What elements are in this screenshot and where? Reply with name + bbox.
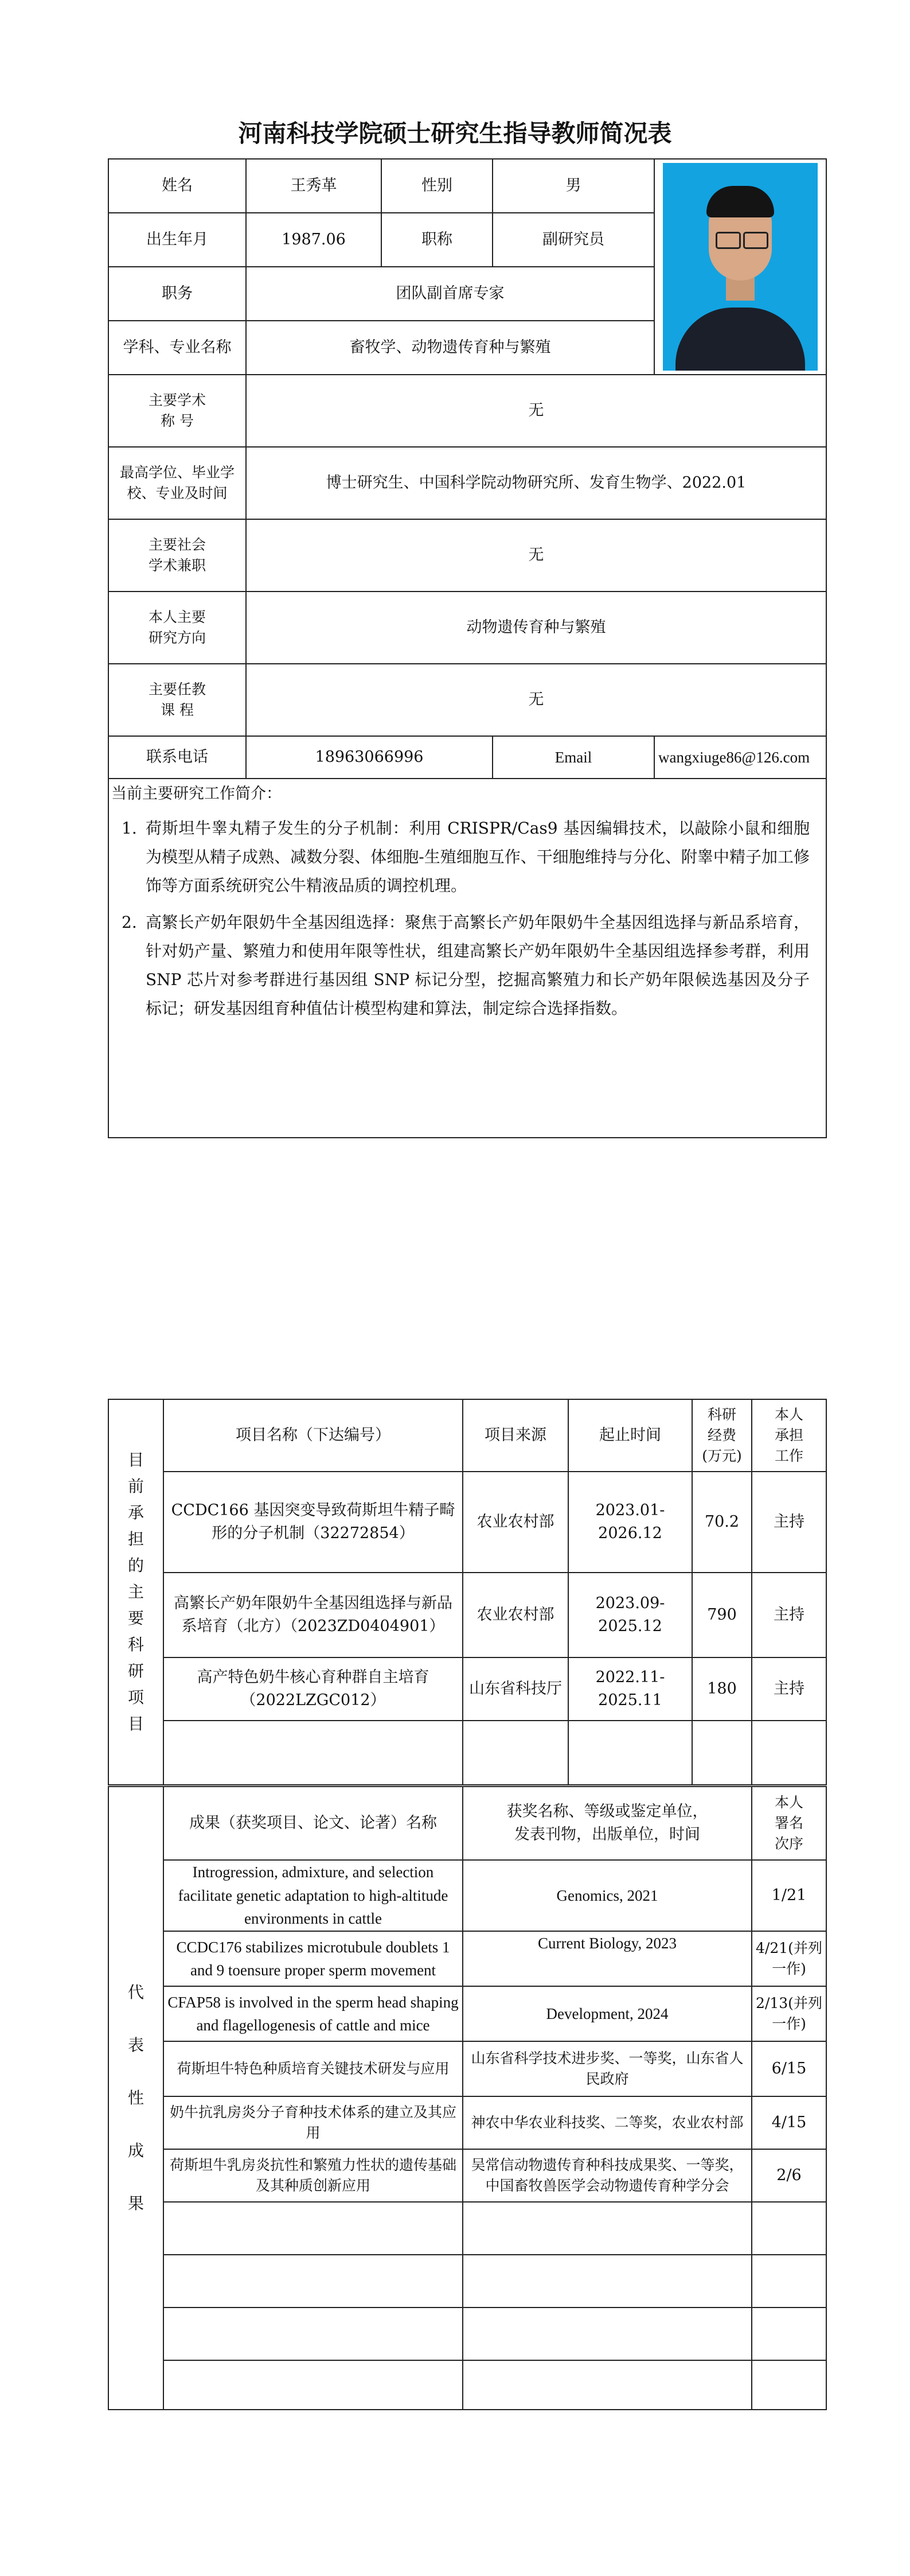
table-row bbox=[108, 1986, 826, 2041]
project-role: 主持 bbox=[752, 1657, 826, 1721]
table-row bbox=[108, 2041, 826, 2096]
achievements-header-name: 成果（获奖项目、论文、论著）名称 bbox=[163, 1787, 463, 1860]
table-row bbox=[108, 1657, 826, 1721]
social-label: 主要社会 学术兼职 bbox=[108, 519, 246, 592]
table-row-empty bbox=[108, 1721, 826, 1785]
table-row bbox=[108, 1573, 826, 1657]
achievement-name: 荷斯坦牛特色种质培育关键技术研发与应用 bbox=[163, 2041, 463, 2096]
projects-side-label: 目 前 承 担 的 主 要 科 研 项 目 bbox=[108, 1399, 163, 1785]
research-summary bbox=[108, 779, 826, 1138]
birth-value: 1987.06 bbox=[246, 213, 381, 267]
research-item: 2. 高繁长产奶年限奶牛全基因组选择：聚焦于高繁长产奶年限奶牛全基因组选择与新品系培育，针对奶产量、繁殖力和使用年限等性状，组建高繁长产奶年限奶牛全基因组选择参考群，利用 SNP 芯片对参考群进行基因组 SNP 标记分型，挖掘高繁殖力和长产奶年限候选基因及分子标记；研发基因组育种值估计模型构建和算法，制定综合选择指数。 bbox=[122, 912, 810, 1018]
achievement-rank: 6/15 bbox=[752, 2041, 826, 2096]
projects-header-funds: 科研 经费 (万元) bbox=[692, 1399, 752, 1472]
achievement-rank: 2/13(并列一作) bbox=[752, 1986, 826, 2041]
courses-label: 主要任教 课 程 bbox=[108, 664, 246, 736]
phone-label: 联系电话 bbox=[108, 736, 246, 779]
gender-label: 性别 bbox=[381, 159, 493, 213]
achievements-header-venue: 获奖名称、等级或鉴定单位， 发表刊物，出版单位，时间 bbox=[463, 1787, 752, 1860]
achievement-venue: Development, 2024 bbox=[463, 1986, 752, 2041]
name-label: 姓名 bbox=[108, 159, 246, 213]
degree-value: 博士研究生、中国科学院动物研究所、发育生物学、2022.01 bbox=[246, 447, 826, 519]
email-value: wangxiuge86@126.com bbox=[654, 736, 826, 779]
project-funds: 180 bbox=[692, 1657, 752, 1721]
projects-header-name: 项目名称（下达编号） bbox=[163, 1399, 463, 1472]
project-role: 主持 bbox=[752, 1472, 826, 1573]
achievement-venue: 吴常信动物遗传育种科技成果奖、一等奖，中国畜牧兽医学会动物遗传育种学分会 bbox=[463, 2149, 752, 2202]
social-value: 无 bbox=[246, 519, 826, 592]
achievement-venue: Current Biology, 2023 bbox=[463, 1931, 752, 1986]
direction-value: 动物遗传育种与繁殖 bbox=[246, 592, 826, 664]
projects-header-period: 起止时间 bbox=[568, 1399, 692, 1472]
table-row bbox=[108, 2096, 826, 2149]
table-row-empty bbox=[108, 2202, 826, 2255]
achievement-name: 荷斯坦牛乳房炎抗性和繁殖力性状的遗传基础及其种质创新应用 bbox=[163, 2149, 463, 2202]
table-row bbox=[108, 1472, 826, 1573]
project-funds: 790 bbox=[692, 1573, 752, 1657]
birth-label: 出生年月 bbox=[108, 213, 246, 267]
phone-value: 18963066996 bbox=[246, 736, 493, 779]
table-row-empty bbox=[108, 2255, 826, 2307]
position-value: 团队副首席专家 bbox=[246, 267, 654, 321]
email-label: Email bbox=[493, 736, 654, 779]
portrait-photo bbox=[663, 163, 818, 371]
project-name: CCDC166 基因突变导致荷斯坦牛精子畸形的分子机制（32272854） bbox=[163, 1472, 463, 1573]
research-heading: 当前主要研究工作简介： bbox=[111, 785, 282, 803]
achievements-table bbox=[108, 1786, 827, 2410]
project-period: 2023.01-2026.12 bbox=[568, 1472, 692, 1573]
title-value: 副研究员 bbox=[493, 213, 654, 267]
project-name: 高繁长产奶年限奶牛全基因组选择与新品系培育（北方）（2023ZD0404901） bbox=[163, 1573, 463, 1657]
achievements-header-rank: 本人 署名 次序 bbox=[752, 1787, 826, 1860]
projects-table bbox=[108, 1399, 827, 1785]
direction-label: 本人主要 研究方向 bbox=[108, 592, 246, 664]
profile-table bbox=[108, 158, 827, 1138]
photo-cell bbox=[654, 159, 826, 375]
project-role: 主持 bbox=[752, 1573, 826, 1657]
academic-title-value: 无 bbox=[246, 375, 826, 447]
achievements-side-label: 代 表 性 成 果 bbox=[108, 1787, 163, 2410]
project-source: 农业农村部 bbox=[463, 1573, 568, 1657]
table-row bbox=[108, 1931, 826, 1986]
academic-title-label: 主要学术 称 号 bbox=[108, 375, 246, 447]
discipline-value: 畜牧学、动物遗传育种与繁殖 bbox=[246, 321, 654, 375]
table-row-empty bbox=[108, 2307, 826, 2360]
page-title: 河南科技学院硕士研究生指导教师简况表 bbox=[238, 119, 672, 147]
project-source: 农业农村部 bbox=[463, 1472, 568, 1573]
research-item: 1. 荷斯坦牛睾丸精子发生的分子机制：利用 CRISPR/Cas9 基因编辑技术，以敲除小鼠和细胞为模型从精子成熟、减数分裂、体细胞-生殖细胞互作、干细胞维持与分化、附睾中精子加工修饰等方面系统研究公牛精液品质的调控机理。 bbox=[122, 818, 810, 895]
achievement-rank: 1/21 bbox=[752, 1860, 826, 1931]
courses-value: 无 bbox=[246, 664, 826, 736]
achievement-name: 奶牛抗乳房炎分子育种技术体系的建立及其应用 bbox=[163, 2096, 463, 2149]
table-row bbox=[108, 1860, 826, 1931]
achievement-name: CFAP58 is involved in the sperm head shaping and flagellogenesis of cattle and mice bbox=[163, 1986, 463, 2041]
achievement-rank: 2/6 bbox=[752, 2149, 826, 2202]
project-period: 2023.09-2025.12 bbox=[568, 1573, 692, 1657]
achievement-venue: 神农中华农业科技奖、二等奖，农业农村部 bbox=[463, 2096, 752, 2149]
discipline-label: 学科、专业名称 bbox=[108, 321, 246, 375]
projects-header-source: 项目来源 bbox=[463, 1399, 568, 1472]
project-source: 山东省科技厅 bbox=[463, 1657, 568, 1721]
name-value: 王秀革 bbox=[246, 159, 381, 213]
project-funds: 70.2 bbox=[692, 1472, 752, 1573]
degree-label: 最高学位、毕业学 校、专业及时间 bbox=[108, 447, 246, 519]
gender-value: 男 bbox=[493, 159, 654, 213]
achievement-rank: 4/15 bbox=[752, 2096, 826, 2149]
table-row-empty bbox=[108, 2360, 826, 2410]
achievement-name: Introgression, admixture, and selection facilitate genetic adaptation to high-altitude environments in cattle bbox=[163, 1860, 463, 1931]
achievement-venue: Genomics, 2021 bbox=[463, 1860, 752, 1931]
position-label: 职务 bbox=[108, 267, 246, 321]
table-row bbox=[108, 2149, 826, 2202]
project-name: 高产特色奶牛核心育种群自主培育（2022LZGC012） bbox=[163, 1657, 463, 1721]
achievement-name: CCDC176 stabilizes microtubule doublets 1 and 9 toensure proper sperm movement bbox=[163, 1931, 463, 1986]
project-period: 2022.11-2025.11 bbox=[568, 1657, 692, 1721]
achievement-rank: 4/21(并列一作) bbox=[752, 1931, 826, 1986]
projects-header-role: 本人 承担 工作 bbox=[752, 1399, 826, 1472]
title-label: 职称 bbox=[381, 213, 493, 267]
achievement-venue: 山东省科学技术进步奖、一等奖，山东省人民政府 bbox=[463, 2041, 752, 2096]
